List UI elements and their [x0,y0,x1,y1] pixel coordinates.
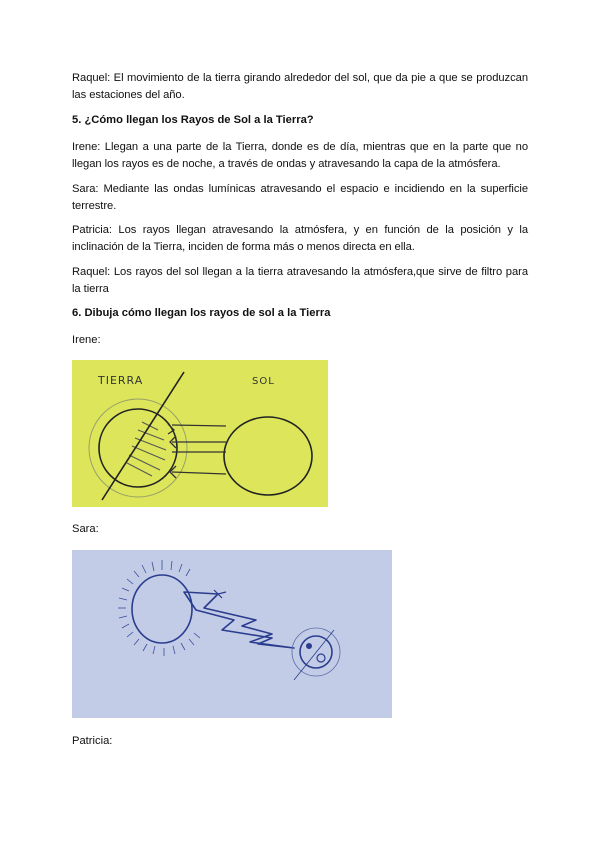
drawing-irene-svg [72,360,328,507]
label-patricia: Patricia: [72,735,113,747]
heading-question-6: 6. Dibuja cómo llegan los rayos de sol a la Tierra [72,307,331,319]
paragraph-patricia-q5: Patricia: Los rayos llegan atravesando la atmósfera, y en función de la posición y la inclinación de la Tierra, inciden de forma más o menos directa en ella. [72,224,528,253]
drawing-sara-svg [72,550,392,718]
label-irene: Irene: [72,334,101,346]
drawing-sara [72,550,392,718]
paragraph-raquel-q4: Raquel: El movimiento de la tierra girando alrededor del sol, que da pie a que se produzcan las estaciones del año. [72,72,528,101]
label-sara: Sara: [72,523,99,535]
paper-background [72,550,392,718]
paragraph-sara-q5: Sara: Mediante las ondas lumínicas atravesando el espacio e incidiendo en la superficie terrestre. [72,183,528,212]
earth-continent [306,643,312,649]
paragraph-raquel-q5: Raquel: Los rayos del sol llegan a la tierra atravesando la atmósfera,que sirve de filtro para la tierra [72,266,528,295]
paragraph-irene-q5: Irene: Llegan a una parte de la Tierra, donde es de día, mientras que en la parte que no llegan los rayos es de noche, a través de ondas y atravesando la capa de la atmósfera. [72,141,528,170]
sol-label: SOL [252,376,275,387]
heading-question-5: 5. ¿Cómo llegan los Rayos de Sol a la Tierra? [72,114,314,126]
drawing-irene [72,360,328,507]
tierra-label: TIERRA [98,374,144,387]
